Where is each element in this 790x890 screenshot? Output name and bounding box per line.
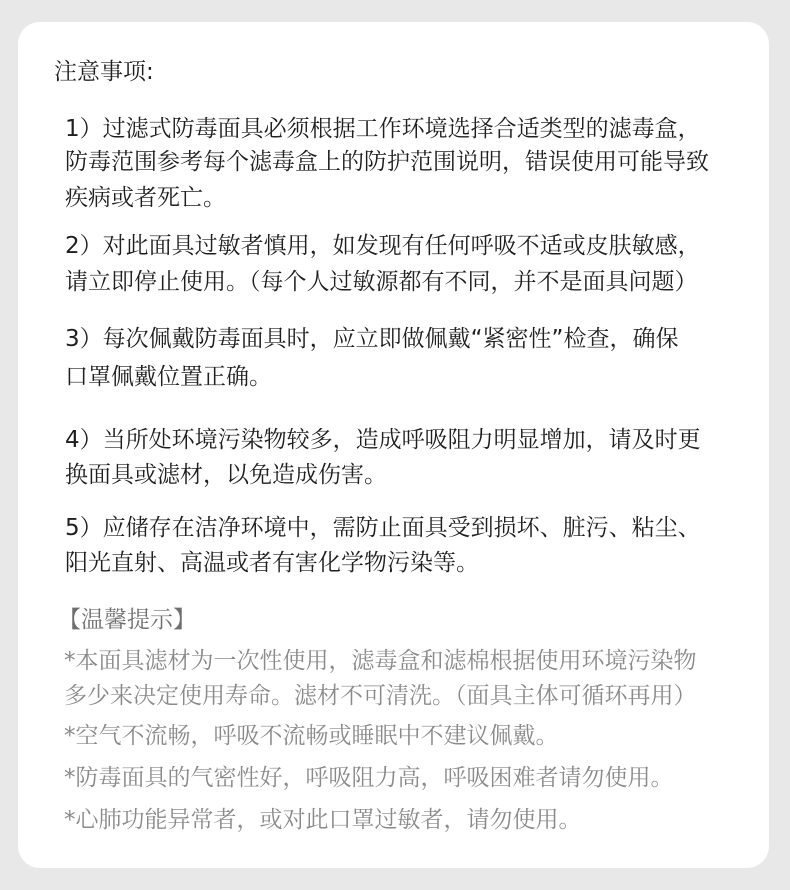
item-5-line-2: 阳光直射、高温或者有害化学物污染等。: [65, 550, 479, 576]
item-2-line-1: 2）对此面具过敏者慎用，如发现有任何呼吸不适或皮肤敏感，: [65, 233, 701, 259]
item-1-line-3: 疾病或者死亡。: [65, 185, 226, 211]
item-1-line-1: 1）过滤式防毒面具必须根据工作环境选择合适类型的滤毒盒，: [65, 116, 701, 142]
tips-title: 【温馨提示】: [58, 607, 196, 633]
item-4-line-2: 换面具或滤材，以免造成伤害。: [65, 462, 387, 488]
tip-1-line-2: 多少来决定使用寿命。滤材不可清洗。（面具主体可循环再用）: [64, 683, 697, 709]
tip-2-line-1: *空气不流畅，呼吸不流畅或睡眠中不建议佩戴。: [64, 723, 559, 749]
item-1-line-2: 防毒范围参考每个滤毒盒上的防护范围说明，错误使用可能导致: [65, 149, 709, 175]
item-4-line-1: 4）当所处环境污染物较多，造成呼吸阻力明显增加，请及时更: [65, 427, 701, 453]
tip-4-line-1: *心肺功能异常者，或对此口罩过敏者，请勿使用。: [64, 807, 582, 833]
tip-3-line-1: *防毒面具的气密性好，呼吸阻力高，呼吸困难者请勿使用。: [64, 765, 674, 791]
item-3-line-1: 3）每次佩戴防毒面具时，应立即做佩戴“紧密性”检查，确保: [65, 326, 679, 352]
notice-heading: 注意事项:: [54, 59, 154, 85]
item-5-line-1: 5）应储存在洁净环境中，需防止面具受到损坏、脏污、粘尘、: [65, 515, 701, 541]
item-2-line-2: 请立即停止使用。（每个人过敏源都有不同，并不是面具问题）: [65, 269, 698, 295]
notice-card: [18, 22, 769, 868]
tip-1-line-1: *本面具滤材为一次性使用，滤毒盒和滤棉根据使用环境污染物: [64, 648, 697, 674]
item-3-line-2: 口罩佩戴位置正确。: [65, 364, 272, 390]
